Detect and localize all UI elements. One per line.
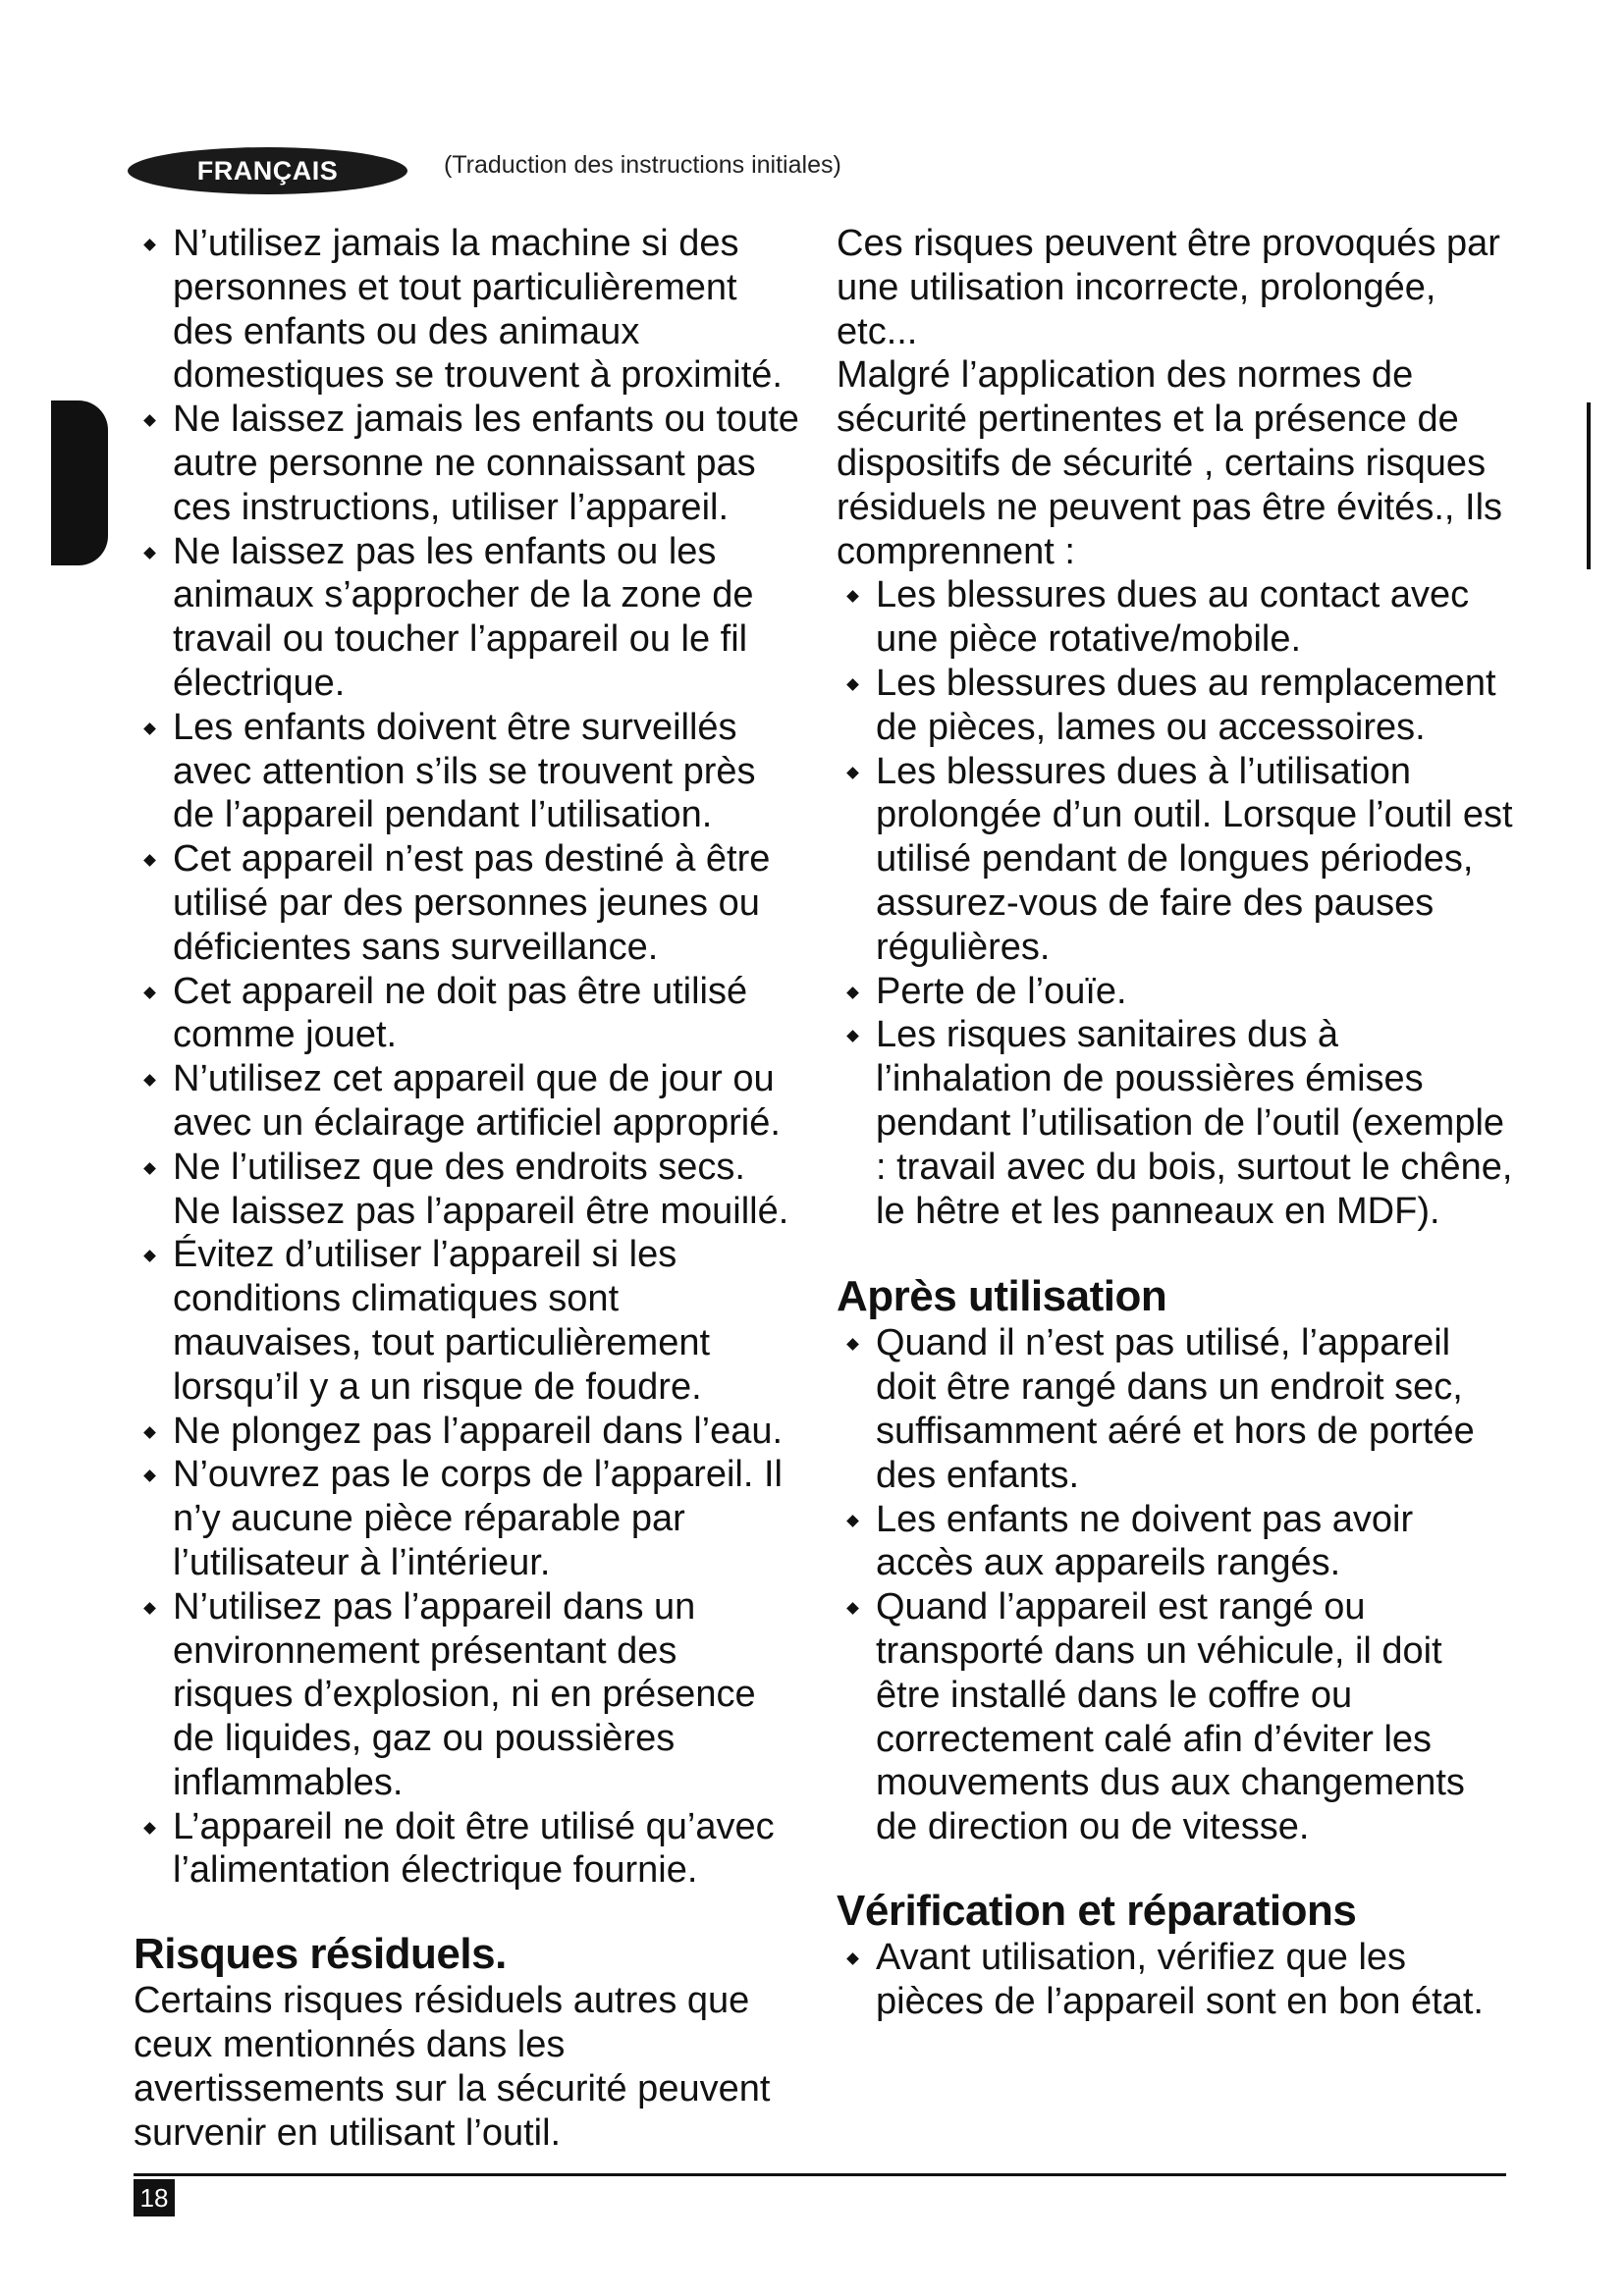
residual-risks-heading: Risques résiduels. [134, 1930, 507, 1979]
list-item: Les risques sanitaires dus à l’inhalation de poussières émises pendant l’utilisation de l’outil (exemple : travail avec du bois, surtout le chêne, le hêtre et les panneaux en MDF). [837, 1013, 1514, 1233]
list-item: Les enfants ne doivent pas avoir accès aux appareils rangés. [837, 1498, 1514, 1586]
risks-intro-paragraph: Ces risques peuvent être provoqués par une utilisation incorrecte, prolongée, etc... [837, 223, 1500, 352]
list-item: Les enfants doivent être surveillés avec attention s’ils se trouvent près de l’appareil pendant l’utilisation. [134, 706, 801, 837]
bullet-diamond-icon [143, 1162, 156, 1175]
list-item: Ne plongez pas l’appareil dans l’eau. [134, 1410, 801, 1454]
bullet-diamond-icon [846, 767, 859, 779]
footer-divider [134, 2173, 1506, 2176]
section-edge-tab [51, 400, 108, 565]
after-use-list [837, 1321, 1514, 1849]
right-column [837, 222, 1514, 2023]
bullet-diamond-icon [846, 1338, 859, 1351]
bullet-diamond-icon [846, 678, 859, 691]
list-item: Les blessures dues au remplacement de pièces, lames ou accessoires. [837, 662, 1514, 750]
list-item: Ne l’utilisez que des endroits secs. Ne laissez pas l’appareil être mouillé. [134, 1146, 801, 1234]
list-item: L’appareil ne doit être utilisé qu’avec l’alimentation électrique fournie. [134, 1805, 801, 1894]
after-use-heading: Après utilisation [837, 1272, 1167, 1321]
left-column [134, 222, 801, 2155]
bullet-diamond-icon [143, 1250, 156, 1262]
bullet-diamond-icon [143, 239, 156, 251]
language-badge: FRANÇAIS [128, 147, 407, 194]
bullet-diamond-icon [143, 1074, 156, 1087]
bullet-diamond-icon [846, 1515, 859, 1527]
bullet-diamond-icon [846, 1030, 859, 1042]
list-item: N’utilisez cet appareil que de jour ou avec un éclairage artificiel approprié. [134, 1057, 801, 1146]
bullet-diamond-icon [846, 1952, 859, 1965]
bullet-diamond-icon [143, 1822, 156, 1835]
verification-list [837, 1936, 1514, 2024]
bullet-diamond-icon [143, 722, 156, 735]
list-item: Ne laissez jamais les enfants ou toute autre personne ne connaissant pas ces instructions, utiliser l’appareil. [134, 398, 801, 529]
list-item: N’utilisez jamais la machine si des personnes et tout particulièrement des enfants ou des animaux domestiques se trouvent à proximité. [134, 222, 801, 398]
list-item: Évitez d’utiliser l’appareil si les conditions climatiques sont mauvaises, tout particulièrement lorsqu’il y a un risque de foudre. [134, 1233, 801, 1409]
list-item: Les blessures dues au contact avec une pièce rotative/mobile. [837, 573, 1514, 662]
bullet-diamond-icon [143, 547, 156, 560]
list-item: Quand il n’est pas utilisé, l’appareil doit être rangé dans un endroit sec, suffisamment aéré et hors de portée des enfants. [837, 1321, 1514, 1497]
bullet-diamond-icon [143, 414, 156, 427]
bullet-diamond-icon [143, 1426, 156, 1439]
bullet-diamond-icon [143, 987, 156, 999]
margin-marker-line [1587, 402, 1591, 569]
list-item: Avant utilisation, vérifiez que les pièces de l’appareil sont en bon état. [837, 1936, 1514, 2024]
bullet-diamond-icon [143, 854, 156, 867]
bullet-diamond-icon [846, 591, 859, 604]
translation-note: (Traduction des instructions initiales) [444, 151, 841, 179]
bullet-diamond-icon [143, 1469, 156, 1482]
bullet-diamond-icon [143, 1602, 156, 1615]
safety-warnings-list [134, 222, 801, 1893]
list-item: Perte de l’ouïe. [837, 970, 1514, 1014]
bullet-diamond-icon [846, 987, 859, 999]
residual-risks-list [837, 573, 1514, 1233]
risks-standards-paragraph: Malgré l’application des normes de sécurité pertinentes et la présence de dispositifs de sécurité , certains risques résiduels ne peuvent pas être évités., Ils comprennent : [837, 354, 1503, 572]
page-number: 18 [134, 2179, 175, 2216]
bullet-diamond-icon [846, 1602, 859, 1615]
list-item: N’ouvrez pas le corps de l’appareil. Il n’y aucune pièce réparable par l’utilisateur à l’intérieur. [134, 1453, 801, 1584]
list-item: Cet appareil n’est pas destiné à être utilisé par des personnes jeunes ou déficientes sans surveillance. [134, 837, 801, 969]
list-item: Cet appareil ne doit pas être utilisé comme jouet. [134, 970, 801, 1058]
residual-risks-text: Certains risques résiduels autres que ceux mentionnés dans les avertissements sur la sécurité peuvent survenir en utilisant l’outil. [134, 1980, 771, 2154]
list-item: Ne laissez pas les enfants ou les animaux s’approcher de la zone de travail ou toucher l’appareil ou le fil électrique. [134, 530, 801, 706]
list-item: Quand l’appareil est rangé ou transporté dans un véhicule, il doit être installé dans le coffre ou correctement calé afin d’éviter les mouvements dus aux changements de direction ou de vitesse. [837, 1585, 1514, 1849]
list-item: N’utilisez pas l’appareil dans un environnement présentant des risques d’explosion, ni en présence de liquides, gaz ou poussières inflammables. [134, 1585, 801, 1805]
verification-heading: Vérification et réparations [837, 1886, 1357, 1935]
list-item: Les blessures dues à l’utilisation prolongée d’un outil. Lorsque l’outil est utilisé pendant de longues périodes, assurez-vous de faire des pauses régulières. [837, 750, 1514, 970]
